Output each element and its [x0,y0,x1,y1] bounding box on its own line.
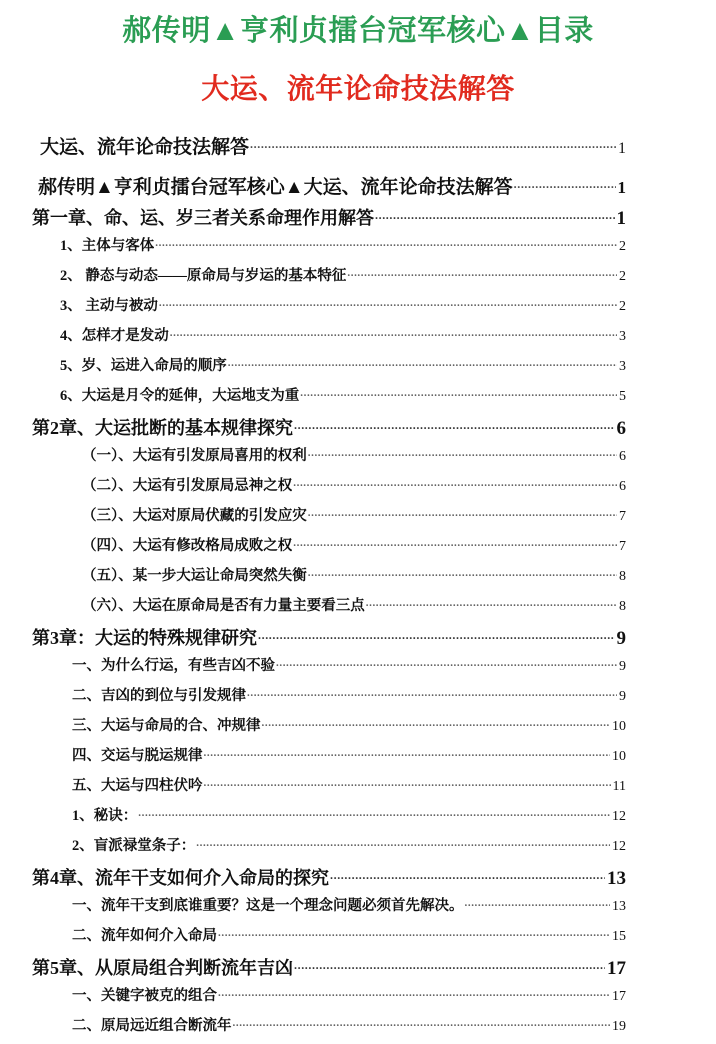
toc-page-number: 15 [612,929,626,944]
toc-entry-label: （一）、大运有引发原局喜用的权利 [82,448,307,464]
toc-leader-dots [258,626,615,644]
toc-leader-dots [204,746,611,761]
toc-entry-label: （五）、某一步大运让命局突然失衡 [82,568,307,584]
toc-entry[interactable] [0,474,716,504]
toc-entry-label: 3、 主动与被动 [60,298,158,314]
toc-leader-dots [465,896,611,911]
toc-leader-dots [218,926,610,941]
toc-leader-dots [262,716,611,731]
toc-page-number: 7 [619,539,626,554]
toc-entry[interactable] [0,234,716,264]
toc-entry[interactable] [0,984,716,1014]
toc-leader-dots [276,656,617,671]
toc-page-number: 1 [616,208,626,229]
toc-page-number: 2 [619,299,626,314]
toc-page-number: 13 [612,899,626,914]
toc-entry-label: 第3章：大运的特殊规律研究 [32,628,257,648]
toc-leader-dots [250,134,616,153]
toc-leader-dots [159,296,617,311]
toc-entry-label: 一、关键字被克的组合 [72,988,217,1004]
toc-leader-dots [308,506,617,521]
toc-entry-label: 一、流年干支到底谁重要？这是一个理念问题必须首先解决。 [72,898,464,914]
toc-entry-label: 大运、流年论命技法解答 [40,137,250,158]
toc-page-number: 13 [607,868,626,889]
toc-entry[interactable] [0,864,716,894]
toc-entry[interactable] [0,564,716,594]
toc-page-number: 6 [619,449,626,464]
toc-entry[interactable] [0,594,716,624]
toc-leader-dots [138,806,610,821]
toc-leader-dots [233,1016,611,1031]
toc-entry[interactable] [0,654,716,684]
document-subtitle: 大运、流年论命技法解答 [201,74,515,105]
toc-page-number: 12 [612,809,626,824]
toc-leader-dots [293,476,617,491]
toc-entry[interactable] [0,684,716,714]
toc-page-number: 2 [619,239,626,254]
toc-leader-dots [218,986,610,1001]
toc-leader-dots [375,206,615,224]
toc-entry[interactable] [0,294,716,324]
toc-entry[interactable] [0,894,716,924]
document-header-title: 郝传明▲亨利贞擂台冠军核心▲目录 [122,15,594,47]
toc-leader-dots [514,174,616,193]
toc-leader-dots [155,236,617,251]
toc-entry-label: 二、流年如何介入命局 [72,928,217,944]
toc-entry-label: （三）、大运对原局伏藏的引发应灾 [82,508,307,524]
toc-entry-label: 第2章、大运批断的基本规律探究 [32,418,293,438]
toc-entry[interactable] [0,624,716,654]
toc-page-number: 6 [616,418,626,439]
toc-page-number: 19 [612,1019,626,1034]
toc-page-number: 7 [619,509,626,524]
toc-leader-dots [247,686,617,701]
toc-entry-label: 第4章、流年干支如何介入命局的探究 [32,868,329,888]
toc-leader-dots [330,866,605,884]
toc-page-number: 3 [619,359,626,374]
toc-page-number: 1 [618,140,626,157]
toc-entry[interactable] [0,714,716,744]
toc-entry-label: 二、原局远近组合断流年 [72,1018,232,1034]
toc-entry-label: 2、 静态与动态——原命局与岁运的基本特征 [60,268,347,284]
toc-entry-label: 5、岁、运进入命局的顺序 [60,358,227,374]
toc-entry-label: 1、秘诀： [72,808,138,824]
toc-leader-dots [366,596,617,611]
toc-entry-label: 2、盲派禄堂条子： [72,838,196,854]
toc-entry[interactable] [0,774,716,804]
toc-entry-label: （四）、大运有修改格局成败之权 [82,538,293,554]
toc-entry-label: 1、主体与客体 [60,238,155,254]
toc-entry[interactable] [0,204,716,234]
toc-entry[interactable] [0,744,716,774]
toc-entry[interactable] [0,834,716,864]
toc-entry[interactable] [0,384,716,414]
toc-entry-label: 第5章、从原局组合判断流年吉凶 [32,958,293,978]
toc-page-number: 9 [616,628,626,649]
toc-entry[interactable] [0,414,716,444]
toc-entry[interactable] [0,172,716,204]
toc-entry[interactable] [0,504,716,534]
toc-leader-dots [228,356,617,371]
toc-leader-dots [308,566,617,581]
toc-leader-dots [300,386,617,401]
toc-entry-label: 第一章、命、运、岁三者关系命理作用解答 [32,208,374,228]
toc-page-number: 10 [612,719,626,734]
toc-entry-label: 二、吉凶的到位与引发规律 [72,688,246,704]
toc-entry-label: 4、怎样才是发动 [60,328,169,344]
toc-leader-dots [170,326,617,341]
toc-page-number: 8 [619,599,626,614]
toc-entry-label: 一、为什么行运，有些吉凶不验 [72,658,275,674]
toc-entry[interactable] [0,804,716,834]
toc-page-number: 11 [612,779,626,794]
toc-entry[interactable] [0,924,716,954]
toc-entry[interactable] [0,264,716,294]
toc-leader-dots [196,836,610,851]
toc-entry-label: 五、大运与四柱伏吟 [72,778,203,794]
toc-entry-label: （六）、大运在原命局是否有力量主要看三点 [82,598,365,614]
toc-entry-label: 6、大运是月令的延伸，大运地支为重 [60,388,300,404]
toc-leader-dots [347,266,617,281]
toc-page-number: 2 [619,269,626,284]
toc-entry-label: 三、大运与命局的合、冲规律 [72,718,261,734]
toc-page-number: 17 [607,958,626,979]
toc-entry-label: 四、交运与脱运规律 [72,748,203,764]
toc-entry[interactable] [0,324,716,354]
toc-page-number: 10 [612,749,626,764]
toc-page-number: 6 [619,479,626,494]
toc-entry-label: （二）、大运有引发原局忌神之权 [82,478,293,494]
toc-entry[interactable] [0,444,716,474]
toc-leader-dots [308,446,617,461]
toc-leader-dots [204,776,611,791]
toc-page-number: 3 [619,329,626,344]
table-of-contents [0,132,716,1044]
toc-page-number: 12 [612,839,626,854]
toc-entry[interactable] [0,534,716,564]
toc-leader-dots [294,956,605,974]
toc-entry-label: 郝传明▲亨利贞擂台冠军核心▲大运、流年论命技法解答 [38,177,513,198]
toc-leader-dots [293,536,617,551]
toc-entry[interactable] [0,954,716,984]
toc-page-number: 5 [619,389,626,404]
toc-entry[interactable] [0,1014,716,1044]
toc-page-number: 17 [612,989,626,1004]
toc-page-number: 9 [619,689,626,704]
toc-page-number: 9 [619,659,626,674]
toc-leader-dots [294,416,615,434]
toc-page-number: 8 [619,569,626,584]
toc-entry[interactable] [0,132,716,172]
toc-page-number: 1 [617,178,626,197]
toc-entry[interactable] [0,354,716,384]
